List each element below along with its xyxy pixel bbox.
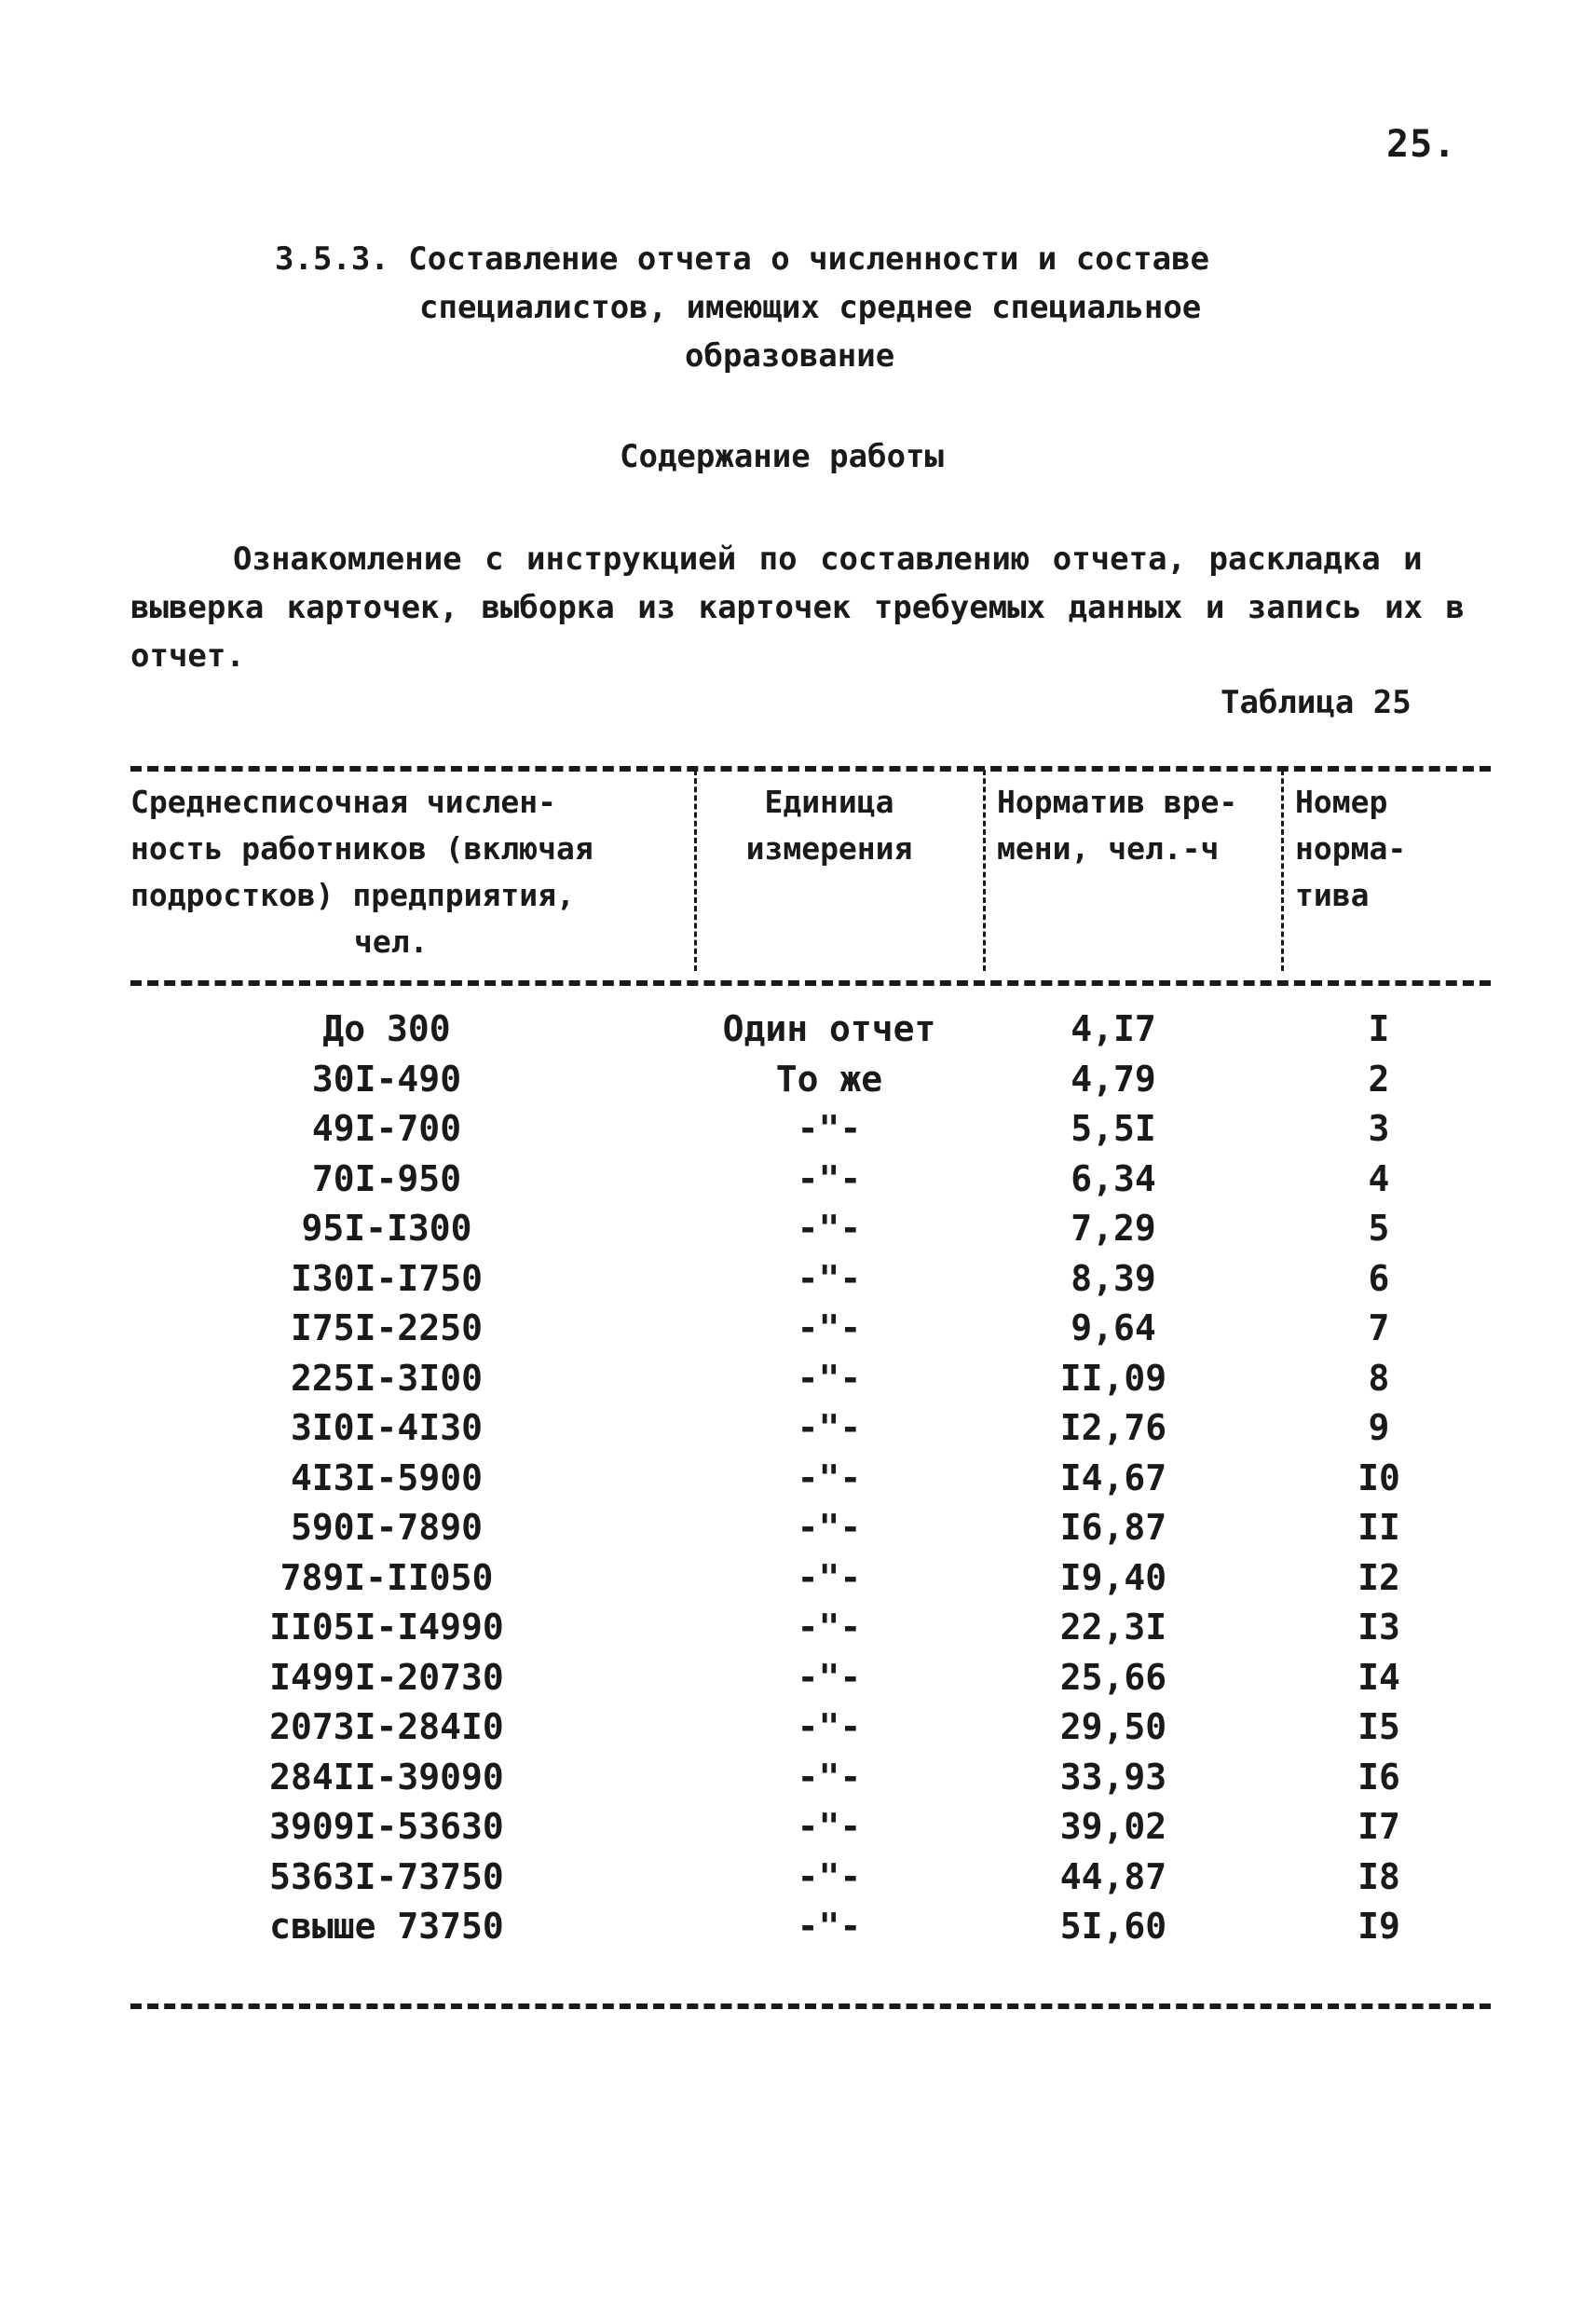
cell-range: 5363I-73750	[269, 1855, 504, 1897]
cell-range: 2073I-284I0	[269, 1706, 504, 1747]
table-row	[0, 1457, 1596, 1508]
header-line: чел.	[354, 923, 429, 960]
header-unit	[717, 779, 941, 872]
cell-range: I499I-20730	[269, 1656, 504, 1698]
cell-time: 8,39	[1071, 1257, 1156, 1299]
cell-number: I3	[1357, 1607, 1400, 1648]
table-row	[0, 1557, 1596, 1607]
table-caption: Таблица 25	[1221, 684, 1412, 721]
cell-range: свыше 73750	[269, 1906, 504, 1947]
cell-unit: Один отчет	[722, 1008, 936, 1049]
cell-number: I6	[1357, 1756, 1400, 1798]
header-line: подростков) предприятия,	[130, 877, 575, 913]
cell-time: 29,50	[1059, 1706, 1167, 1747]
table-row	[0, 1158, 1596, 1209]
cell-range: 284II-39090	[269, 1756, 504, 1798]
cell-number: 7	[1368, 1307, 1390, 1348]
table-header-rule	[130, 980, 1491, 986]
cell-unit: -"-	[797, 1307, 862, 1348]
header-line: Номер	[1295, 784, 1388, 820]
header-line: ность работников (включая	[130, 830, 593, 867]
table-bottom-rule	[130, 2003, 1491, 2009]
cell-unit: -"-	[797, 1906, 862, 1947]
cell-unit: -"-	[797, 1157, 862, 1199]
table-row	[0, 1657, 1596, 1707]
cell-range: 30I-490	[311, 1058, 462, 1100]
cell-range: I75I-2250	[291, 1307, 483, 1348]
header-line: Среднесписочная числен-	[130, 784, 556, 820]
cell-unit: -"-	[797, 1556, 862, 1598]
cell-range: До 300	[322, 1008, 451, 1049]
cell-number: 8	[1368, 1357, 1390, 1399]
cell-unit: То же	[775, 1058, 883, 1100]
header-line: норма-	[1295, 830, 1407, 867]
header-employee-count	[130, 779, 689, 965]
table-top-rule	[130, 766, 1491, 772]
section-title	[275, 235, 1346, 380]
cell-range: I30I-I750	[291, 1257, 483, 1299]
cell-time: I6,87	[1059, 1507, 1167, 1548]
header-line: Норматив вре-	[997, 784, 1238, 820]
cell-unit: -"-	[797, 1108, 862, 1149]
cell-number: 6	[1368, 1257, 1390, 1299]
table-row	[0, 1008, 1596, 1059]
table-row	[0, 1757, 1596, 1807]
table-row	[0, 1407, 1596, 1457]
cell-time: 4,I7	[1071, 1008, 1156, 1049]
cell-time: 4,79	[1071, 1058, 1156, 1100]
table-row	[0, 1706, 1596, 1757]
cell-range: II05I-I4990	[269, 1607, 504, 1648]
table-row	[0, 1856, 1596, 1907]
cell-time: 44,87	[1059, 1855, 1167, 1897]
cell-time: I4,67	[1059, 1456, 1167, 1498]
cell-range: 70I-950	[311, 1157, 462, 1199]
cell-number: I7	[1357, 1806, 1400, 1847]
cell-range: 49I-700	[311, 1108, 462, 1149]
table-row	[0, 1108, 1596, 1158]
cell-number: I4	[1357, 1656, 1400, 1698]
cell-number: I0	[1357, 1456, 1400, 1498]
table-row	[0, 1258, 1596, 1308]
cell-unit: -"-	[797, 1257, 862, 1299]
cell-number: 2	[1368, 1058, 1390, 1100]
cell-range: 590I-7890	[291, 1507, 483, 1548]
cell-unit: -"-	[797, 1456, 862, 1498]
work-description: Ознакомление с инструкцией по составлению отчета, раскладка и выверка карточек, выборка из карточек требуемых данных и запись их в отчет.	[130, 540, 1465, 675]
cell-unit: -"-	[797, 1656, 862, 1698]
cell-time: 33,93	[1059, 1756, 1167, 1798]
cell-number: I8	[1357, 1855, 1400, 1897]
table-row	[0, 1307, 1596, 1358]
table-row	[0, 1358, 1596, 1408]
cell-number: I5	[1357, 1706, 1400, 1747]
header-norm-number	[1295, 779, 1481, 919]
cell-number: I	[1368, 1008, 1390, 1049]
page-number: 25.	[1386, 123, 1457, 166]
cell-time: 9,64	[1071, 1307, 1156, 1348]
column-divider	[983, 770, 986, 971]
cell-number: 9	[1368, 1407, 1390, 1448]
table-body	[0, 1008, 1596, 1956]
cell-time: 5I,60	[1059, 1906, 1167, 1947]
header-line: мени, чел.-ч	[997, 830, 1220, 867]
cell-unit: -"-	[797, 1855, 862, 1897]
cell-time: 39,02	[1059, 1806, 1167, 1847]
header-time-norm	[997, 779, 1286, 872]
cell-time: II,09	[1059, 1357, 1167, 1399]
table-row	[0, 1906, 1596, 1956]
cell-range: 789I-II050	[280, 1556, 494, 1598]
section-title-line: специалистов, имеющих среднее специальное	[419, 289, 1202, 326]
table-row	[0, 1806, 1596, 1856]
section-title-line: образование	[685, 337, 895, 375]
cell-unit: -"-	[797, 1407, 862, 1448]
cell-unit: -"-	[797, 1208, 862, 1249]
cell-number: 3	[1368, 1108, 1390, 1149]
cell-time: I9,40	[1059, 1556, 1167, 1598]
cell-number: I2	[1357, 1556, 1400, 1598]
cell-range: 4I3I-5900	[291, 1456, 483, 1498]
section-title-line: 3.5.3. Составление отчета о численности и составе	[275, 240, 1210, 278]
cell-range: 225I-3I00	[291, 1357, 483, 1399]
table-row	[0, 1208, 1596, 1258]
cell-unit: -"-	[797, 1806, 862, 1847]
cell-unit: -"-	[797, 1706, 862, 1747]
header-line: тива	[1295, 877, 1370, 913]
cell-time: 6,34	[1071, 1157, 1156, 1199]
cell-unit: -"-	[797, 1607, 862, 1648]
cell-number: 4	[1368, 1157, 1390, 1199]
table-row	[0, 1059, 1596, 1109]
cell-number: 5	[1368, 1208, 1390, 1249]
cell-range: 3I0I-4I30	[291, 1407, 483, 1448]
cell-unit: -"-	[797, 1756, 862, 1798]
work-content-heading: Содержание работы	[620, 438, 944, 475]
cell-time: 22,3I	[1059, 1607, 1167, 1648]
cell-unit: -"-	[797, 1357, 862, 1399]
column-divider	[694, 770, 697, 971]
cell-range: 95I-I300	[301, 1208, 472, 1249]
table-row	[0, 1607, 1596, 1657]
cell-number: II	[1357, 1507, 1400, 1548]
cell-time: I2,76	[1059, 1407, 1167, 1448]
table-row	[0, 1507, 1596, 1557]
cell-unit: -"-	[797, 1507, 862, 1548]
header-line: Единица	[764, 784, 894, 820]
cell-time: 5,5I	[1071, 1108, 1156, 1149]
cell-range: 3909I-53630	[269, 1806, 504, 1847]
cell-number: I9	[1357, 1906, 1400, 1947]
cell-time: 25,66	[1059, 1656, 1167, 1698]
header-line: измерения	[745, 830, 913, 867]
cell-time: 7,29	[1071, 1208, 1156, 1249]
